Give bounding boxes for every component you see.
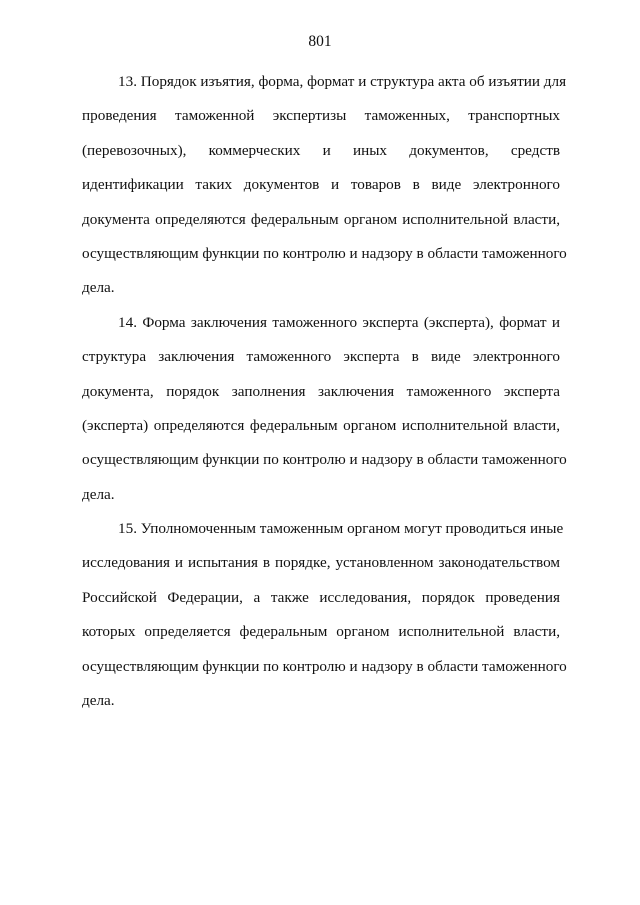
text-line: осуществляющим функции по контролю и надзору в области таможенного [82,657,567,675]
text-line: осуществляющим функции по контролю и надзору в области таможенного [82,451,567,469]
text-line: проведения таможенной экспертизы таможенных, транспортных [82,107,560,125]
text-line: идентификации таких документов и товаров в виде электронного [82,176,560,194]
paragraph-15 [82,512,567,718]
text-line: дела. [82,485,115,503]
page-number: 801 [308,33,332,50]
text-line: 14. Форма заключения таможенного эксперта (эксперта), формат и [118,313,560,331]
text-line: Российской Федерации, а также исследования, порядок проведения [82,588,560,606]
text-line: осуществляющим функции по контролю и надзору в области таможенного [82,244,567,262]
text-line: 13. Порядок изъятия, форма, формат и структура акта об изъятии для [118,73,567,90]
paragraph-14 [82,306,567,512]
text-line: документа определяются федеральным органом исполнительной власти, [82,210,560,228]
text-line: структура заключения таможенного эксперта в виде электронного [82,348,560,366]
document-body [82,65,567,718]
text-line: дела. [82,279,115,297]
text-line: документа, порядок заполнения заключения таможенного эксперта [82,382,560,400]
text-line: исследования и испытания в порядке, установленном законодательством [82,554,560,572]
text-line: 15. Уполномоченным таможенным органом могут проводиться иные [118,520,564,538]
paragraph-13 [82,65,567,306]
text-line: которых определяется федеральным органом исполнительной власти, [82,623,560,641]
text-line: (перевозочных), коммерческих и иных документов, средств [82,141,560,159]
text-line: (эксперта) определяются федеральным органом исполнительной власти, [82,416,560,434]
text-line: дела. [82,692,115,710]
